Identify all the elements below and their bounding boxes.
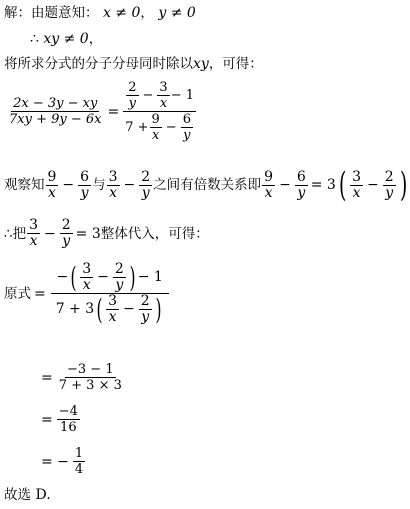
frac-den: y [128, 96, 137, 111]
frac-den: x [108, 309, 117, 325]
equals: = [34, 285, 46, 302]
negative-sign: − [56, 269, 69, 285]
equation-3 [38, 362, 125, 393]
frac-den: y [115, 277, 124, 293]
equals: = [41, 369, 53, 386]
frac-num: 3 [108, 168, 118, 185]
original-denominator: 7xy + 9y − 6x [9, 112, 102, 127]
answer-line [4, 486, 51, 504]
equals-minus: = − [41, 453, 69, 470]
frac-num: 3 [352, 168, 362, 185]
equation-5 [38, 446, 86, 477]
frac-den: x [159, 96, 168, 111]
frac-num: 2 [140, 293, 150, 309]
original-numerator: 2x − 3y − xy [13, 96, 98, 111]
line3-tail: ，可得： [208, 56, 263, 72]
frac-den: x [151, 128, 160, 143]
separator: ， [140, 5, 154, 21]
seven-plus-three: 7 + 3 [55, 301, 95, 317]
frac-num: 3 [108, 293, 118, 309]
frac-num: 2 [141, 168, 151, 185]
frac-den: x [264, 184, 273, 201]
line-5: 观察知 $\frac{9}{x}$ − $\frac{6}{y}$ 与 $\frac{3}{x}$ − $\frac{2}{y}$ 之间有倍数关系即 $\frac{9}{x}$ − $\frac{6}{y}$ = 3 ( $\frac{3}{x}$ − $\frac{2}{y}$ ) [4, 165, 407, 205]
frac-den: y [141, 309, 150, 325]
frac-num: 6 [182, 112, 191, 127]
frac-num: 2 [384, 168, 394, 185]
equation-1 [6, 80, 197, 143]
frac-den: x [48, 184, 56, 201]
frac-num: 2 [128, 80, 137, 95]
right-paren: ) [399, 165, 407, 205]
solution-label: 解：由题意知： [4, 5, 99, 21]
expression-label: 原式 [4, 285, 31, 302]
frac-den: 7 + 3 × 3 [58, 378, 122, 393]
answer-choice: D [35, 487, 47, 503]
relation-text: 之间有倍数关系即 [153, 177, 262, 193]
equals: = [41, 411, 53, 428]
frac-num: 2 [61, 217, 71, 233]
frac-num: 3 [29, 217, 39, 233]
condition-x: x ≠ 0 [102, 5, 141, 21]
frac-den: x [352, 184, 361, 201]
divided-fraction: $\frac{2}{y}$ − $\frac{3}{x}$ − 1 7 + $\frac{9}{x}$ − $\frac{6}{y}$ [125, 80, 194, 143]
frac-den: x [29, 233, 38, 249]
minus-one: − 1 [137, 269, 163, 285]
frac-den: y [80, 184, 89, 201]
observe-text: 观察知 [4, 177, 45, 193]
line-3 [4, 55, 263, 73]
frac-num: −3 − 1 [67, 362, 114, 377]
line-1 [4, 4, 196, 22]
frac-den: y [141, 184, 150, 201]
equals-three: = 3 [310, 177, 336, 193]
equation-4 [38, 404, 81, 435]
frac-num: 9 [47, 168, 57, 185]
frac-den: 16 [60, 420, 77, 435]
frac-num: 9 [151, 112, 160, 127]
comma: ， [88, 31, 103, 47]
minus-one: − 1 [170, 88, 194, 103]
frac-num: −4 [58, 404, 78, 419]
divisor-xy: xy [193, 56, 209, 72]
xy-nonzero: xy ≠ 0 [43, 31, 89, 47]
substitute-tail: 整体代入，可得： [100, 225, 209, 242]
left-paren: ( [338, 165, 347, 205]
line3-text: 将所求分式的分子分母同时除以 [4, 56, 193, 72]
frac-num: 2 [114, 261, 124, 277]
original-fraction [7, 96, 103, 127]
therefore-symbol: ∴ [30, 31, 39, 47]
frac-num: 9 [264, 168, 274, 185]
condition-y: y ≠ 0 [158, 5, 196, 21]
equation-2 [4, 262, 171, 325]
frac-den: 4 [74, 462, 84, 477]
frac-num: 3 [82, 261, 92, 277]
frac-den: y [385, 184, 394, 201]
frac-den: x [109, 184, 117, 201]
period: . [46, 487, 51, 503]
answer-text: 故选 [4, 487, 31, 503]
frac-num: 6 [296, 168, 306, 185]
line-6: ∴把 $\frac{3}{x}$ − $\frac{2}{y}$ = 3 整体代入，可得： [4, 217, 209, 249]
and-text: 与 [92, 177, 106, 193]
frac-den: y [62, 233, 71, 249]
frac-num: 1 [74, 446, 84, 461]
line-2 [30, 30, 102, 48]
frac-den: x [82, 277, 91, 293]
frac-num: 3 [159, 80, 168, 95]
substitute-text: ∴把 [4, 225, 27, 242]
seven-plus: 7 + [125, 120, 149, 135]
frac-den: y [297, 184, 306, 201]
equals-three: = 3 [75, 225, 101, 242]
frac-num: 6 [80, 168, 90, 185]
frac-den: y [183, 128, 191, 143]
substituted-fraction: − ( $\frac{3}{x}$ − $\frac{2}{y}$ ) − 1 7 + 3 ( $\frac{3}{x}$ − $\frac{2}{y}$ ) [50, 262, 170, 325]
equals: = [107, 103, 120, 120]
